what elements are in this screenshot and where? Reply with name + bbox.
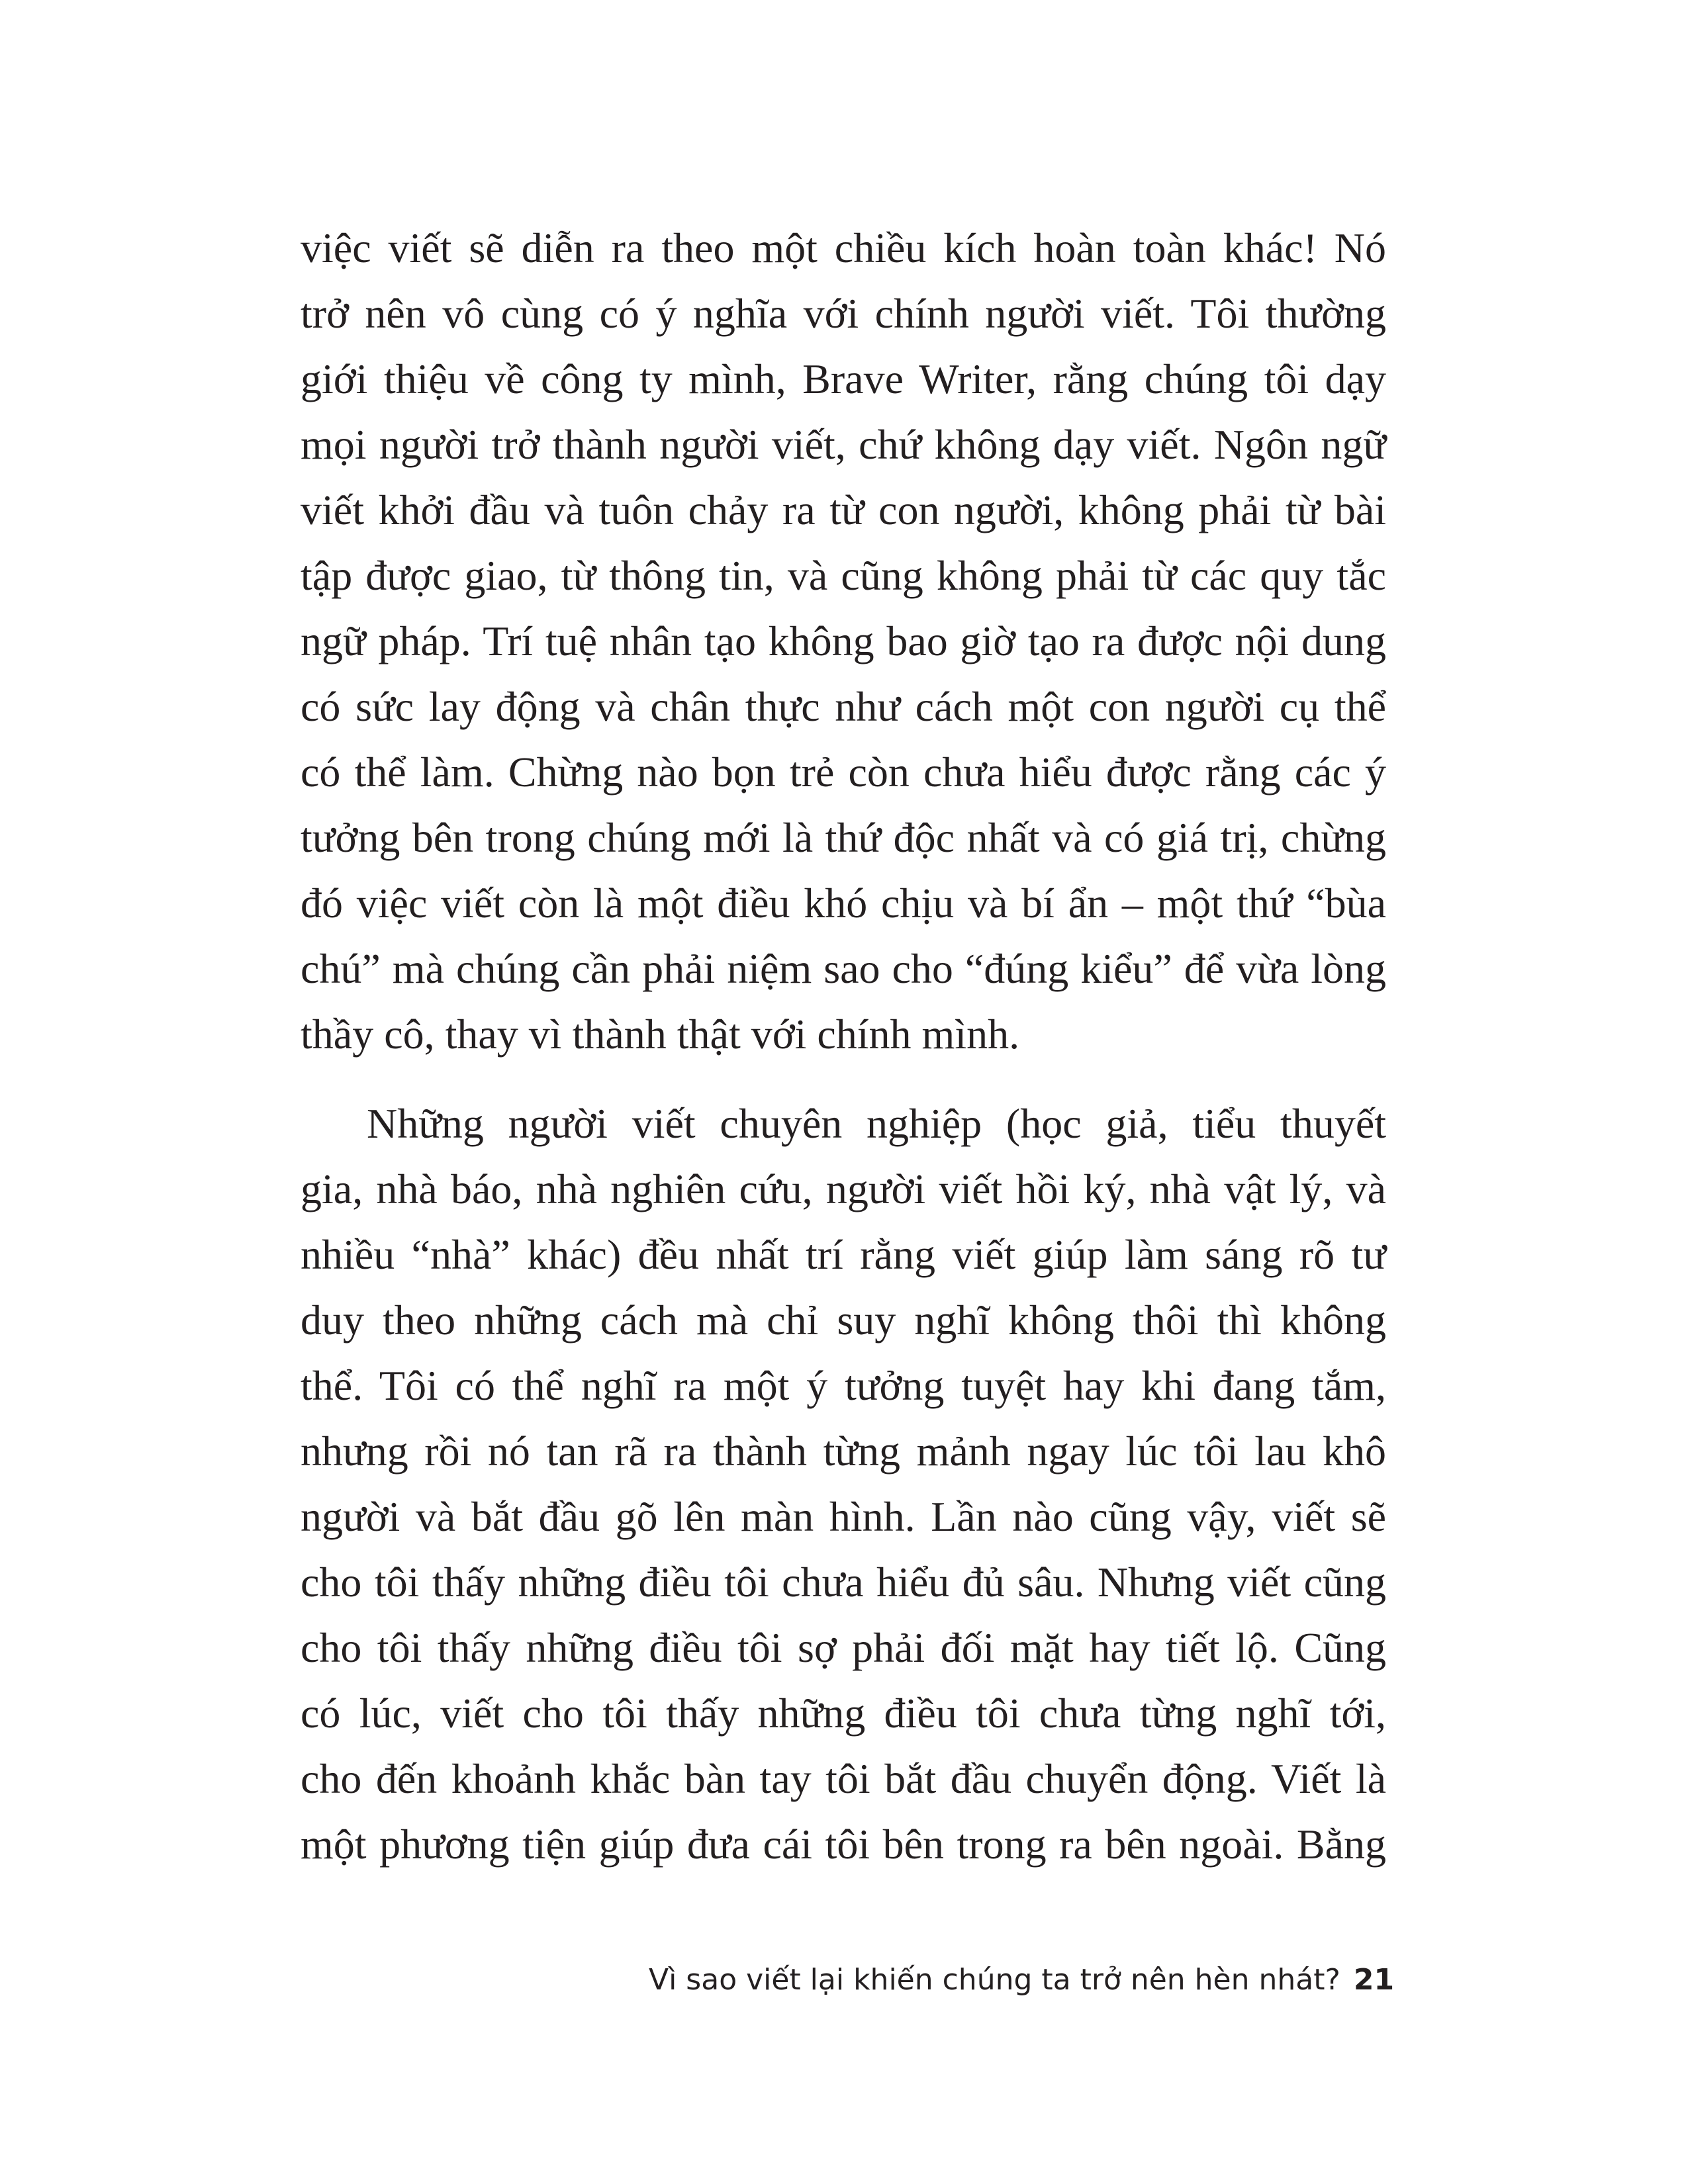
text-line: thầy cô, thay vì thành thật với chính mình. — [301, 1011, 1020, 1058]
text-line: ngữ pháp. Trí tuệ nhân tạo không bao giờ tạo ra được nội dung — [301, 617, 1386, 664]
text-line: trở nên vô cùng có ý nghĩa với chính người viết. Tôi thường — [301, 290, 1386, 337]
text-line: viết khởi đầu và tuôn chảy ra từ con người, không phải từ bài — [301, 486, 1386, 533]
body-text — [301, 215, 1386, 1877]
text-line: đó việc viết còn là một điều khó chịu và bí ẩn – một thứ “bùa — [301, 880, 1386, 927]
text-line: có lúc, viết cho tôi thấy những điều tôi chưa từng nghĩ tới, — [301, 1690, 1386, 1737]
page-footer — [649, 1960, 1395, 2000]
text-line: có thể làm. Chừng nào bọn trẻ còn chưa hiểu được rằng các ý — [301, 749, 1386, 796]
text-line: có sức lay động và chân thực như cách một con người cụ thể — [301, 683, 1386, 730]
text-line: tập được giao, từ thông tin, và cũng không phải từ các quy tắc — [301, 552, 1386, 599]
paragraph-2 — [301, 1091, 1386, 1877]
paragraph-1 — [301, 215, 1386, 1067]
text-line: người và bắt đầu gõ lên màn hình. Lần nào cũng vậy, viết sẽ — [301, 1493, 1386, 1540]
text-line: thể. Tôi có thể nghĩ ra một ý tưởng tuyệt hay khi đang tắm, — [301, 1362, 1386, 1409]
text-line: nhiều “nhà” khác) đều nhất trí rằng viết giúp làm sáng rõ tư — [301, 1231, 1386, 1278]
text-line: duy theo những cách mà chỉ suy nghĩ không thôi thì không — [301, 1297, 1386, 1343]
text-line: một phương tiện giúp đưa cái tôi bên trong ra bên ngoài. Bằng — [301, 1821, 1386, 1868]
text-line: giới thiệu về công ty mình, Brave Writer, rằng chúng tôi dạy — [301, 355, 1386, 402]
paragraph-spacer — [301, 1067, 1386, 1091]
text-line: cho tôi thấy những điều tôi sợ phải đối mặt hay tiết lộ. Cũng — [301, 1624, 1386, 1671]
text-line: chú” mà chúng cần phải niệm sao cho “đúng kiểu” để vừa lòng — [301, 945, 1386, 992]
text-line: mọi người trở thành người viết, chứ không dạy viết. Ngôn ngữ — [301, 421, 1386, 468]
text-line: việc viết sẽ diễn ra theo một chiều kích hoàn toàn khác! Nó — [301, 224, 1386, 271]
text-line: tưởng bên trong chúng mới là thứ độc nhất và có giá trị, chừng — [301, 814, 1386, 861]
running-title: Vì sao viết lại khiến chúng ta trở nên hèn nhát? — [649, 1963, 1340, 1997]
text-line: nhưng rồi nó tan rã ra thành từng mảnh ngay lúc tôi lau khô — [301, 1428, 1386, 1475]
text-line: cho tôi thấy những điều tôi chưa hiểu đủ sâu. Nhưng viết cũng — [301, 1559, 1386, 1606]
text-line: gia, nhà báo, nhà nghiên cứu, người viết hồi ký, nhà vật lý, và — [301, 1165, 1386, 1212]
page-number: 21 — [1353, 1963, 1395, 1997]
text-line: Những người viết chuyên nghiệp (học giả, tiểu thuyết — [367, 1100, 1386, 1147]
text-line: cho đến khoảnh khắc bàn tay tôi bắt đầu chuyển động. Viết là — [301, 1755, 1386, 1802]
